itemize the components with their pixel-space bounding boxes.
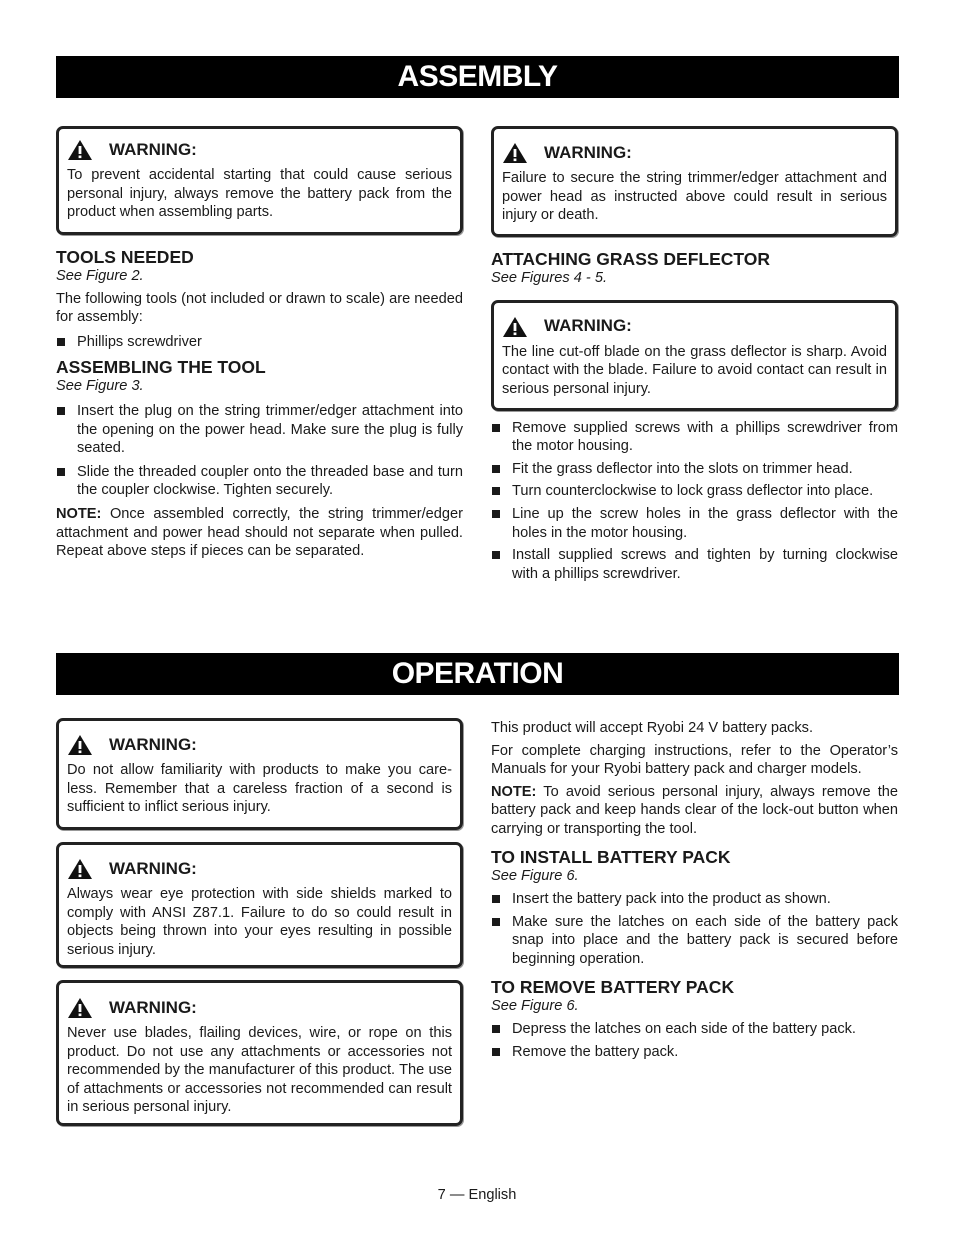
operation-intro-1: This product will accept Ryobi 24 V battery packs. (491, 720, 814, 736)
list-item: Depress the latches on each side of the battery pack. (491, 1020, 898, 1039)
tools-needed-heading: TOOLS NEEDED (56, 247, 194, 267)
warning-box (56, 980, 463, 1126)
warning-text: To prevent accidental starting that could cause serious personal injury, always remove the battery pack from the product when assembling parts. (67, 167, 452, 221)
warning-triangle-icon (67, 139, 93, 161)
remove-battery-figure-ref: See Figure 6. (491, 997, 579, 1014)
list-item: Insert the battery pack into the product as shown. (491, 890, 898, 909)
page-footer: 7 — English (437, 1187, 517, 1203)
assembling-tool-heading: ASSEMBLING THE TOOL (56, 357, 266, 378)
warning-box (56, 718, 463, 830)
operation-intro-2: For complete charging instructions, refer to the Operator’s Manuals for your Ryobi battery pack and charger models. (491, 742, 898, 778)
note-label: NOTE: (491, 783, 537, 800)
warning-label: WARNING: (109, 858, 197, 878)
grass-deflector-steps-list (491, 419, 898, 584)
list-item: Slide the threaded coupler onto the threaded base and turn the coupler clockwise. Tighten securely. (56, 463, 463, 500)
warning-box (56, 126, 463, 235)
install-battery-figure-ref: See Figure 6. (491, 867, 579, 884)
assembly-left-column (56, 126, 463, 561)
warning-label: WARNING: (544, 316, 632, 336)
warning-triangle-icon (502, 142, 528, 164)
assembly-banner (56, 56, 899, 98)
tools-list (56, 333, 463, 352)
operation-note (491, 783, 898, 839)
warning-header (502, 142, 887, 164)
warning-box (491, 300, 898, 411)
warning-header (67, 734, 452, 756)
list-item: Make sure the latches on each side of the battery pack snap into place and the battery pack is secured before beginning operation. (491, 913, 898, 969)
operation-right-column (491, 719, 898, 1061)
assembly-title: ASSEMBLY (397, 60, 558, 93)
assembling-tool-figure-ref: See Figure 3. (56, 378, 144, 395)
remove-battery-steps-list (491, 1020, 898, 1061)
warning-text: Always wear eye protection with side shields marked to comply with ANSI Z87.1. Failure to do so could result in objects being thrown into your eyes resulting in possible serious injury. (67, 886, 452, 958)
warning-label: WARNING: (109, 997, 197, 1017)
warning-header (502, 316, 887, 338)
list-item: Line up the screw holes in the grass deflector with the holes in the motor housing. (491, 505, 898, 542)
warning-box (56, 842, 463, 968)
list-item: Insert the plug on the string trimmer/edger attachment into the opening on the power head. Make sure the plug is fully seated. (56, 402, 463, 458)
tools-needed-intro: The following tools (not included or drawn to scale) are needed for assembly: (56, 290, 463, 326)
warning-triangle-icon (67, 734, 93, 756)
grass-deflector-figure-ref: See Figures 4 - 5. (491, 270, 607, 286)
list-item: Fit the grass deflector into the slots on trimmer head. (491, 460, 898, 479)
operation-title: OPERATION (391, 657, 564, 690)
warning-triangle-icon (67, 858, 93, 880)
note-text: Once assembled correctly, the string trimmer/edger attachment and power head should not separate when pulled. Repeat above steps if pieces can be separated. (56, 505, 463, 560)
list-item: Turn counterclockwise to lock grass deflector into place. (491, 482, 898, 501)
warning-label: WARNING: (109, 139, 197, 159)
warning-label: WARNING: (544, 142, 632, 162)
warning-header (67, 858, 452, 880)
install-battery-heading: TO INSTALL BATTERY PACK (491, 846, 731, 867)
install-battery-steps-list (491, 890, 898, 968)
grass-deflector-heading: ATTACHING GRASS DEFLECTOR (491, 249, 771, 269)
note-label: NOTE: (56, 505, 102, 522)
warning-box (491, 126, 898, 237)
operation-left-column (56, 718, 463, 1126)
note-text: To avoid serious personal injury, always remove the battery pack and keep hands clear of the lock-out button when carrying or transporting the tool. (491, 783, 898, 837)
warning-text: Failure to secure the string trimmer/edger attachment and power head as instructed above could result in serious injury or death. (502, 170, 887, 224)
warning-header (67, 997, 452, 1019)
warning-text: Never use blades, flailing devices, wire, or rope on this product. Do not use any attachments or accessories not recommended by the manufacturer of this product. The use of attachments or accessories not recommended can result in serious personal injury. (67, 1025, 452, 1116)
tools-needed-figure-ref: See Figure 2. (56, 268, 144, 284)
warning-text: Do not allow familiarity with products to make you care-less. Remember that a careless fraction of a second is sufficient to inflict serious injury. (67, 762, 452, 816)
operation-banner (56, 653, 899, 695)
warning-header (67, 139, 452, 161)
warning-triangle-icon (502, 316, 528, 338)
assembly-right-column (491, 126, 898, 583)
warning-label: WARNING: (109, 734, 197, 754)
list-item: Remove the battery pack. (491, 1043, 898, 1062)
assembling-steps-list (56, 402, 463, 500)
list-item: Install supplied screws and tighten by turning clockwise with a phillips screwdriver. (491, 546, 898, 583)
remove-battery-heading: TO REMOVE BATTERY PACK (491, 976, 735, 997)
list-item: Phillips screwdriver (56, 333, 463, 352)
assembling-note (56, 505, 463, 561)
list-item: Remove supplied screws with a phillips screwdriver from the motor housing. (491, 419, 898, 456)
warning-triangle-icon (67, 997, 93, 1019)
warning-text: The line cut-off blade on the grass deflector is sharp. Avoid contact with the blade. Failure to avoid contact can result in serious personal injury. (502, 343, 887, 397)
